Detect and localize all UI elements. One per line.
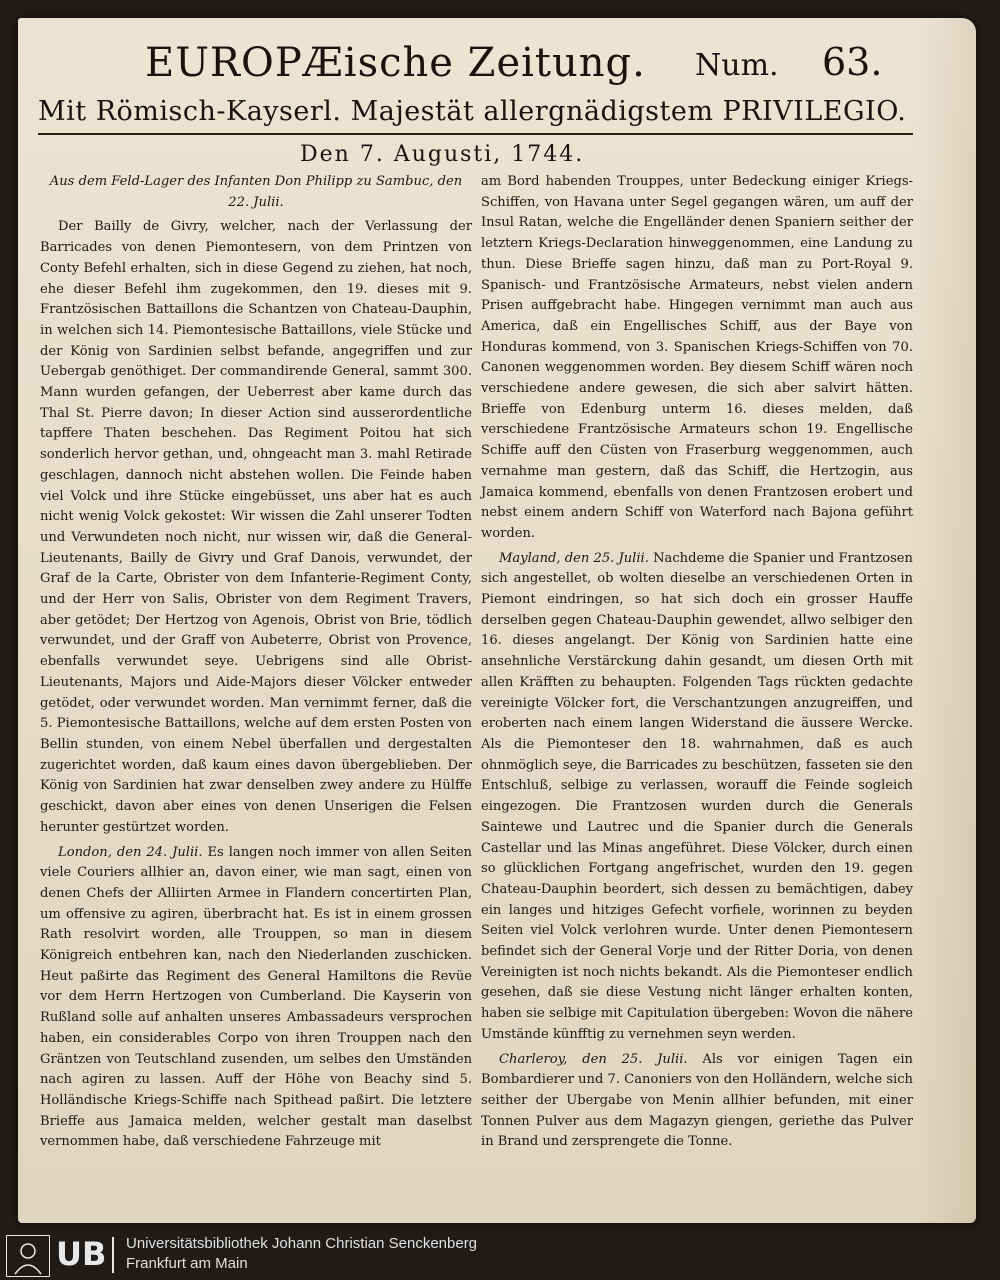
dateline: Charleroy, den 25. Julii. [499, 1051, 688, 1067]
dateline: London, den 24. Julii. [58, 844, 203, 860]
article-heading: Aus dem Feld-Lager des Infanten Don Philipp zu Sambuc, den 22. Julii. [49, 174, 463, 210]
left-column [40, 172, 472, 1153]
senckenberg-portrait-icon [6, 1235, 50, 1277]
library-name: Universitätsbibliothek Johann Christian Senckenberg [126, 1235, 478, 1252]
article-paragraph: Der Bailly de Givry, welcher, nach der Verlassung der Barricades von denen Piemontesern, von dem Printzen von Conty Befehl erhalten, sich in diese Gegend zu ziehen, hat noch, ehe dieser Befehl ihm zugekommen, den 19. dieses mit 9. Frantzösischen Battaillons die Schantzen von Chateau-Dauphin, in welchen sich 14. Piemontesische Battaillons, viele Stücke und der König von Sardinien selbst befande, angegriffen und zur Uebergab genöthiget. Der commandirende General, sammt 300. Mann wurden gefangen, der Ueberrest aber kame durch das Thal St. Pierre davon; In dieser Action sind ausserordentliche tapffere Thaten beschehen. Das Regiment Poitou hat sich sonderlich hervor gethan, und, ohngeacht man 3. mahl Retirade geschlagen, dannoch nicht abstehen wollen. Die Feinde haben viel Volck und ihre Stücke eingebüsset, uns aber hat es auch nicht wenig Volck gekostet: Wir wissen die Zahl unserer Todten und Verwundeten noch nicht, nur wissen wir, daß die General-Lieutenants, Bailly de Givry und Graf Danois, verwundet, der Graf de la Carte, Obrister von dem Infanterie-Regiment Conty, und der Herr von Salis, Obrister von dem Regiment Travers, aber getödet; Der Hertzog von Agenois, Obrist von Brie, tödlich verwundet, und der Graff von Aubeterre, Obrist von Provence, ebenfalls verwundet seye. Uebrigens sind alle Obrist-Lieutenants, Majors und Aide-Majors dieser Völcker entweder getödet, oder verwundet worden. Man vernimmt ferner, daß die 5. Piemontesische Battaillons, welche auf dem ersten Posten von Bellin stunden, von einem Nebel überfallen und dergestalten zugerichtet worden, daß kaum eines davon übergeblieben. Der König von Sardinien hat zwar denselben zwey andere zu Hülffe geschickt, davon aber eines von denen Unserigen die Felsen herunter gestürtzet worden. [40, 219, 472, 835]
issue-date: Den 7. Augusti, 1744. [300, 142, 585, 167]
paragraph-text: Es langen noch immer von allen Seiten viele Couriers allhier an, davon einer, wie man sagt, einen von denen Chefs der Alliirten Armee in Flandern concertirten Plan, um offensive zu agiren, überbracht hat. Es ist in einem grossen Rath resolvirt worden, alle Trouppen, so man in diesem Königreich entbehren kan, nach den Niederlanden zuschicken. Heut paßirte das Regiment des General Hamiltons die Revüe vor dem Herrn Hertzogen von Cumberland. Die Kayserin von Rußland solle auf anhalten unseres Ambassadeurs versprochen haben, ein considerables Corpo von ihren Trouppen nach den Gräntzen von Teutschland zusenden, um selbes den Umständen nach agiren zu lassen. Auff der Höhe von Beachy sind 5. Holländische Kriegs-Schiffe nach Spithead paßirt. Die letztere Brieffe aus Jamaica melden, welcher gestalt man daselbst vernommen habe, daß verschiedene Fahrzeuge mit [40, 844, 472, 1150]
header-rule [38, 133, 913, 135]
issue-number: 63. [822, 40, 883, 84]
masthead-title: EUROPÆische Zeitung. [145, 40, 646, 86]
article-paragraph [481, 549, 913, 1046]
footer-separator [112, 1237, 114, 1273]
ub-logo: UB [56, 1235, 107, 1273]
paragraph-text: Nachdeme die Spanier und Frantzosen sich angestellet, ob wolten dieselbe an verschiedenen Orten in Piemont eindringen, so hat sich doch ein grosser Hauffe derselben gegen Chateau-Dauphin gewendet, allwo selbiger den 16. dieses angelangt. Der König von Sardinien hatte eine ansehnliche Verstärckung dahin gesandt, um diesen Orth mit allen Kräfften zu behaupten. Folgenden Tags rückten gedachte vereinigte Völcker fort, die Verschantzungen anzugreiffen, und eroberten nach einem langen Widerstand die äussere Wercke. Als die Piemonteser den 18. wahrnahmen, daß es auch ohnmöglich seye, die Barricades zu beschützen, fasseten sie den Entschluß, selbige zu verlassen, worauff die Feinde sogleich eingezogen. Die Frantzosen wurden durch die Generals Saintewe und Lautrec und die Spanier durch die Generals Castellar und las Minas angeführet. Diese Völcker, durch einen so glücklichen Fortgang angefrischet, wurden den 19. gegen Chateau-Dauphin beordert, sich dessen zu bemächtigen, dabey ein langes und hitziges Gefecht vorfiele, worinnen zu beyden Seiten viel Volck verlohren wurde. Unter denen Piemontesern befindet sich der General Vorje und der Ritter Doria, von denen Vereinigten ist noch nichts bekandt. Als die Piemonteser endlich gesehen, daß sie diese Vestung nicht länger erhalten konten, haben sie selbige mit Capitulation übergeben: Wovon die nähere Umstände künfftig zu vernehmen seyn werden. [481, 550, 913, 1042]
issue-number-label: Num. [695, 48, 779, 83]
privilege-line: Mit Römisch-Kayserl. Majestät allergnädigstem PRIVILEGIO. [38, 96, 907, 127]
paragraph-text: Als vor einigen Tagen ein Bombardierer und 7. Canoniers von den Holländern, welche sich seither der Ubergabe von Menin allhier befunden, mit einer Tonnen Pulver aus dem Magazyn giengen, geriethe das Pulver in Brand und zersprengete die Tonne. [481, 1051, 913, 1150]
right-column [481, 172, 913, 1153]
article-paragraph [40, 843, 472, 1154]
dateline: Mayland, den 25. Julii. [499, 550, 649, 566]
footer-bar [0, 1231, 1000, 1279]
library-city: Frankfurt am Main [126, 1255, 248, 1272]
article-paragraph [481, 1050, 913, 1154]
article-paragraph: am Bord habenden Trouppes, unter Bedeckung einiger Kriegs-Schiffen, von Havana unter Segel gegangen wären, um auff der Insul Ratan, welche die Engelländer denen Spaniern seither der letztern Kriegs-Declaration hinweggenommen, eine Landung zu thun. Diese Brieffe sagen hinzu, daß man zu Port-Royal 9. Spanisch- und Frantzösische Armateurs, nebst vielen andern Prisen auffgebracht habe. Hingegen vernimmt man auch aus America, daß ein Engellisches Schiff, aus der Baye von Honduras kommend, von 3. Spanischen Kriegs-Schiffen von 70. Canonen weggenommen worden. Bey diesem Schiff wären noch verschiedene andere gewesen, die sich aber salvirt hätten. Brieffe von Edenburg unterm 16. dieses melden, daß verschiedene Frantzösische Armateurs schon 19. Engellische Schiffe auff den Cüsten von Fraserburg weggenommen, auch vernahme man gestern, daß das Schiff, die Hertzogin, aus Jamaica kommend, ebenfalls von denen Frantzosen erobert und nebst einem andern Schiff von Waterford nach Bajona geführt worden. [481, 174, 913, 541]
